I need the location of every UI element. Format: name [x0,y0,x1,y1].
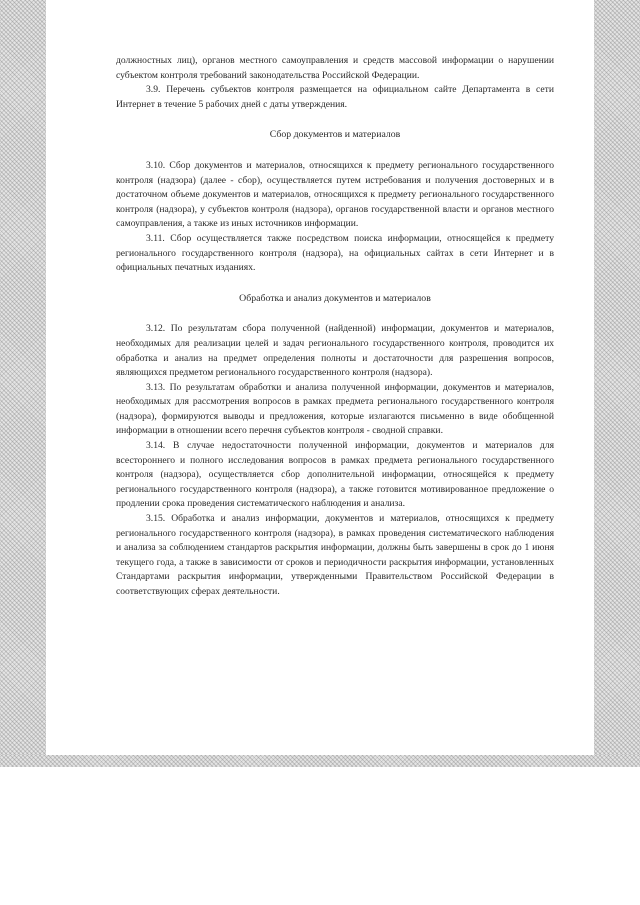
document-page [116,54,554,600]
paragraph-3-13: 3.13. По результатам обработки и анализа полученной информации, документов и материалов, необходимых для рассмотрения вопросов в рамках предмета регионального государственного контроля (надзора), формируются выводы и предложения, которые излагаются письменно в виде обобщенной информации в отношении всего перечня субъектов контроля - сводной справки. [116,381,554,437]
right-border-pattern [594,0,640,765]
paragraph-3-12: 3.12. По результатам сбора полученной (найденной) информации, документов и материалов, необходимых для реализации целей и задач регионального государственного контроля, проводится их обработка и анализ на предмет определения полноты и достаточности для разрешения вопросов, являющихся предметом регионального государственного контроля (надзора). [116,323,554,379]
paragraph-3-11: 3.11. Сбор осуществляется также посредством поиска информации, относящейся к предмету регионального государственного контроля (надзора), на официальных сайтах в сети Интернет и в официальных печатных изданиях. [116,232,554,274]
section-heading-collection: Сбор документов и материалов [269,129,401,141]
paragraph-3-10: 3.10. Сбор документов и материалов, относящихся к предмету регионального государственного контроля (надзора) (далее - сбор), осуществляется путем истребования и получения достоверных и в достаточном объеме документов и материалов, относящихся к предмету регионального государственного контроля (надзора), у субъектов контроля (надзора), органов государственной власти и органов местного самоуправления, а также из иных источников информации. [116,159,554,230]
paragraph-3-14: 3.14. В случае недостаточности полученной информации, документов и материалов для всестороннего и полного исследования вопросов в рамках предмета регионального государственного контроля (надзора), осуществляется сбор дополнительной информации, относящейся к предмету регионального государственного контроля (надзора), а также готовится мотивированное предложение о продлении срока проведения систематического наблюдения и анализа. [116,440,554,510]
section-heading-processing: Обработка и анализ документов и материалов [239,292,431,304]
paragraph-3-9: 3.9. Перечень субъектов контроля размещается на официальном сайте Департамента в сети Интернет в течение 5 рабочих дней с даты утверждения. [116,84,554,110]
paragraph-intro-fragment: должностных лиц), органов местного самоуправления и средств массовой информации о нарушении субъектом контроля требований законодательства Российской Федерации. [116,55,554,81]
paragraph-3-15: 3.15. Обработка и анализ информации, документов и материалов, относящихся к предмету регионального государственного контроля (надзора), в рамках проведения систематического наблюдения и анализа за соблюдением стандартов раскрытия информации, должны быть завершены в срок до 1 июня текущего года, а также в зависимости от сроков и периодичности раскрытия информации, установленных Стандартами раскрытия информации, утвержденными Правительством Российской Федерации в соответствующих сферах деятельности. [116,513,554,597]
bottom-border-pattern [0,755,640,767]
left-border-pattern [0,0,46,765]
